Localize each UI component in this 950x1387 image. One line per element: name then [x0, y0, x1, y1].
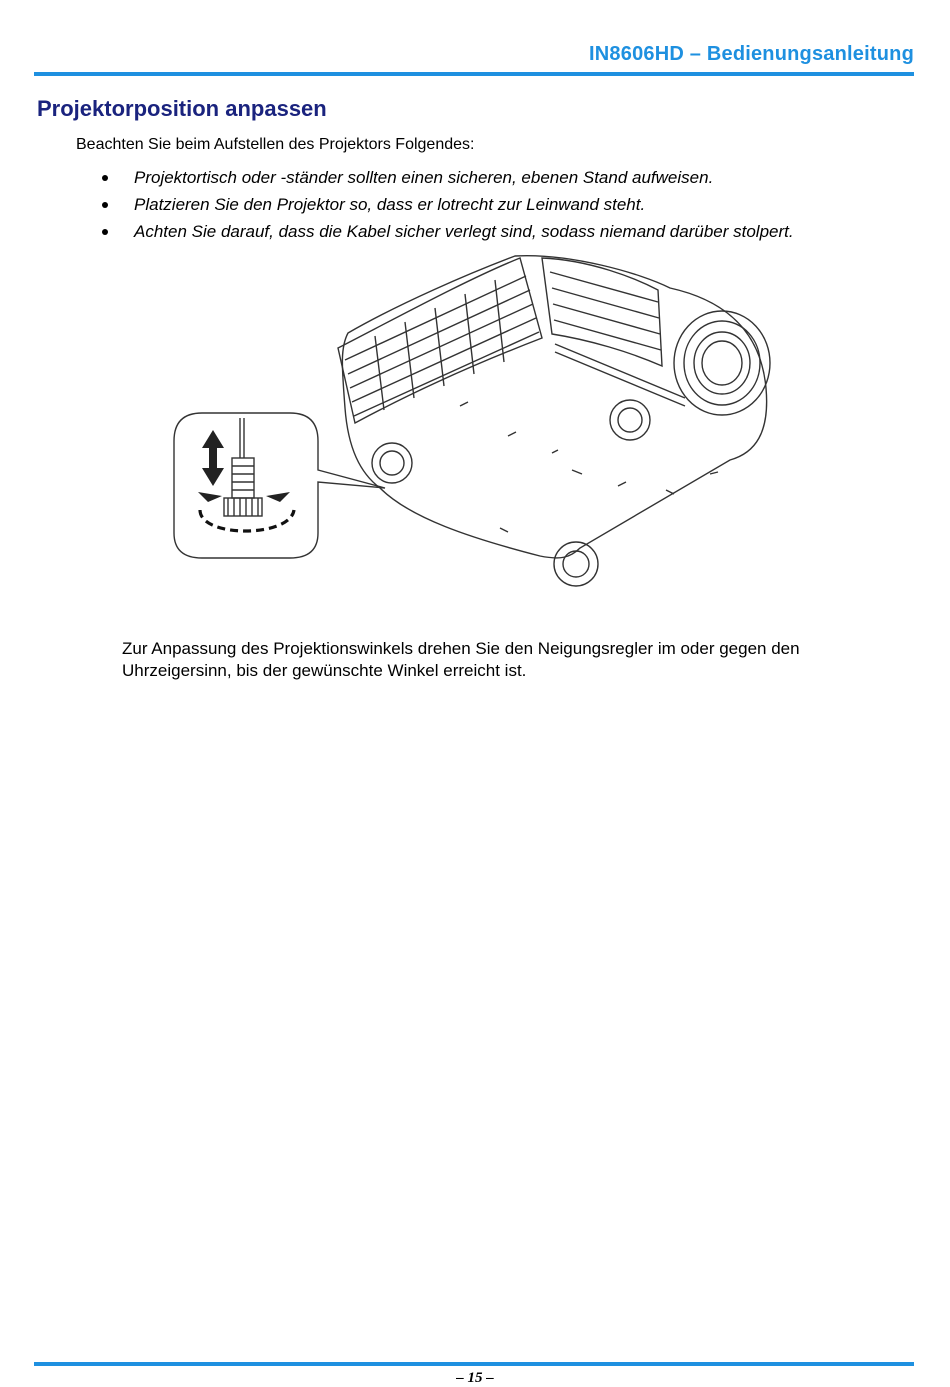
page-number: – 15 – [456, 1370, 494, 1386]
document-header-title: IN8606HD – Bedienungsanleitung [589, 43, 914, 65]
list-item-text: Projektortisch oder -ständer sollten einen sicheren, ebenen Stand aufweisen. [134, 168, 714, 187]
projector-tilt-adjuster-illustration [170, 248, 780, 598]
bullet-icon [102, 229, 108, 235]
list-item-text: Achten Sie darauf, dass die Kabel sicher verlegt sind, sodass niemand darüber stolpert. [134, 222, 794, 241]
header-divider [34, 72, 914, 76]
bullet-list [98, 164, 918, 245]
footer-divider [34, 1362, 914, 1366]
figure-caption: Zur Anpassung des Projektionswinkels drehen Sie den Neigungsregler im oder gegen den Uhrzeigersinn, bis der gewünschte Winkel erreicht ist. [122, 639, 800, 680]
list-item [98, 191, 918, 218]
intro-text: Beachten Sie beim Aufstellen des Projektors Folgendes: [76, 136, 475, 153]
section-title: Projektorposition anpassen [37, 96, 327, 121]
bullet-icon [102, 202, 108, 208]
list-item [98, 218, 918, 245]
list-item [98, 164, 918, 191]
bullet-icon [102, 175, 108, 181]
list-item-text: Platzieren Sie den Projektor so, dass er lotrecht zur Leinwand steht. [134, 195, 646, 214]
